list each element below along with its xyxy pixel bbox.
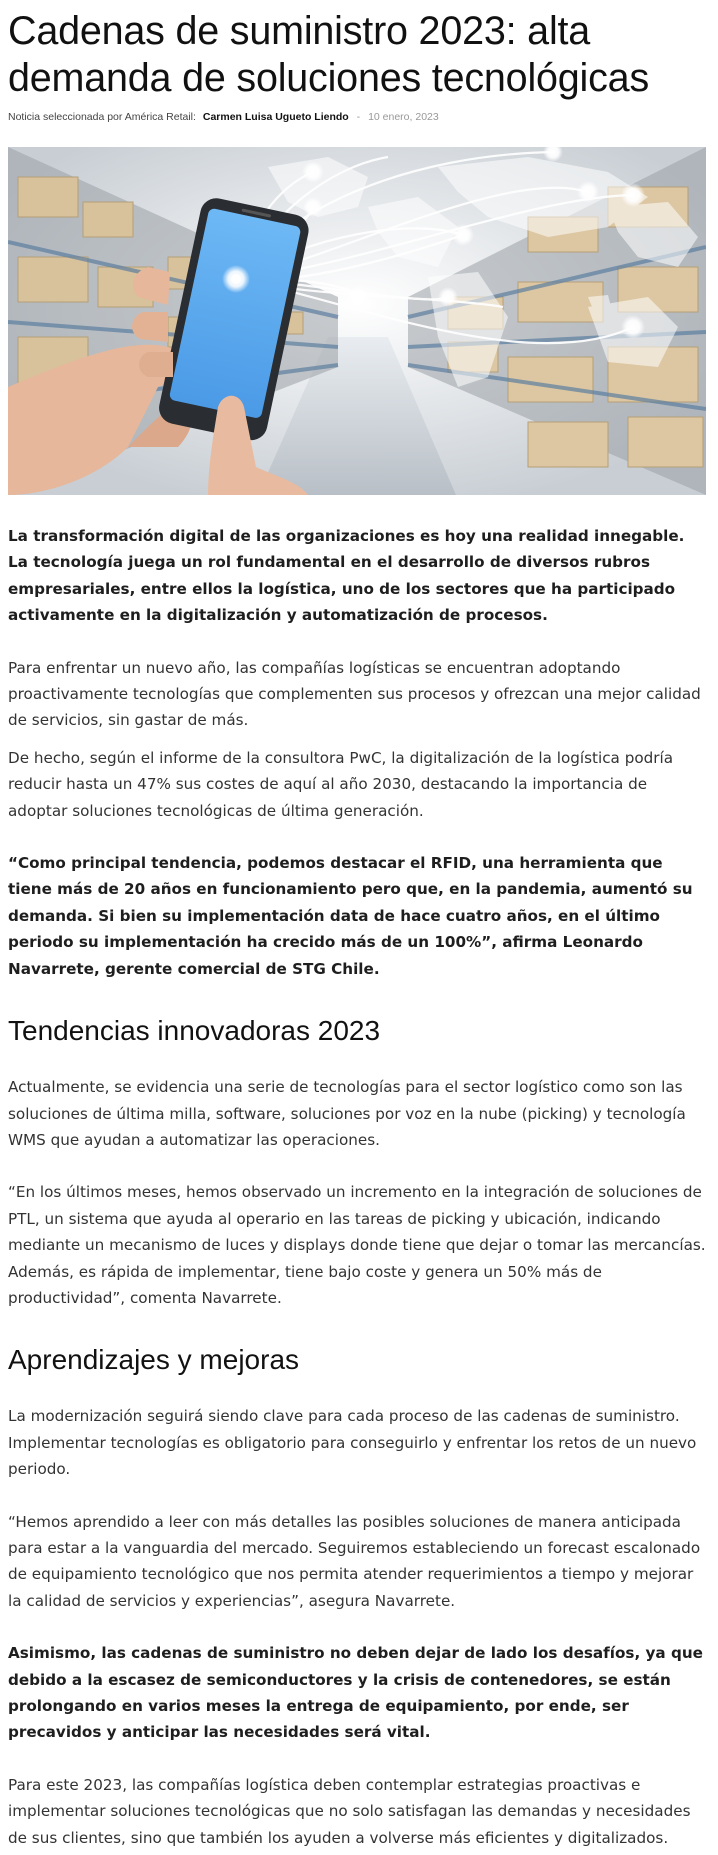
hero-image <box>8 147 706 495</box>
quote-paragraph: “Como principal tendencia, podemos destacar el RFID, una herramienta que tiene más de 20 años en funcionamiento pero que, en la pandemia, aumentó su demanda. Si bien su implementación data de hace cuatro años, en el último periodo su implementación ha crecido más de un 100%”, afirma Leonardo Navarrete, gerente comercial de STG Chile. <box>8 854 693 978</box>
publish-date: 10 enero, 2023 <box>368 111 439 123</box>
quote-paragraph: “Hemos aprendido a leer con más detalles las posibles soluciones de manera anticipada para estar a la vanguardia del mercado. Seguiremos estableciendo un forecast escalonado de equipamiento tecnológico que nos permita atender requerimientos a tiempo y mejorar la calidad de servicios y experiencias”, asegura Navarrete. <box>8 1512 701 1610</box>
body-paragraph: Actualmente, se evidencia una serie de tecnologías para el sector logístico como son las soluciones de última milla, software, soluciones por voz en la nube (picking) y tecnología WMS que ayudan a automatizar las operaciones. <box>8 1078 686 1149</box>
highlight-paragraph: Asimismo, las cadenas de suministro no deben dejar de lado los desafíos, ya que debido a la escasez de semiconductores y la crisis de contenedores, se están prolongando en varios meses la entrega de equipamiento, por ende, ser precavidos y anticipar las necesidades será vital. <box>8 1644 703 1742</box>
section-heading-tendencias: Tendencias innovadoras 2023 <box>8 1015 381 1047</box>
meta-prefix: Noticia seleccionada por América Retail: <box>8 111 196 123</box>
author-link[interactable]: Carmen Luisa Ugueto Liendo <box>202 111 349 123</box>
quote-paragraph: “En los últimos meses, hemos observado un incremento en la integración de soluciones de PTL, un sistema que ayuda al operario en las tareas de picking y ubicación, indicando mediante un mecanismo de luces y displays donde tiene que dejar o tomar las mercancías. Además, es rápida de implementar, tiene bajo coste y genera un 50% más de productividad”, comenta Navarrete. <box>8 1183 706 1307</box>
article <box>0 8 718 1851</box>
body-paragraph: Para este 2023, las compañías logística deben contemplar estrategias proactivas e implementar soluciones tecnológicas que no solo satisfagan las demandas y necesidades de sus clientes, sino que también los ayuden a volverse más eficientes y digitalizados. <box>8 1775 691 1847</box>
section-heading-aprendizajes: Aprendizajes y mejoras <box>8 1344 300 1376</box>
hero-illustration <box>8 147 706 495</box>
article-title: Cadenas de suministro 2023: alta demanda de soluciones tecnológicas <box>8 9 649 100</box>
body-paragraph: La modernización seguirá siendo clave para cada proceso de las cadenas de suministro. Implementar tecnologías es obligatorio para conseguirlo y enfrentar los retos de un nuevo periodo. <box>8 1407 697 1479</box>
lead-paragraph: La transformación digital de las organizaciones es hoy una realidad innegable. La tecnología juega un rol fundamental en el desarrollo de diversos rubros empresariales, entre ellos la logística, uno de los sectores que ha participado activamente en la digitalización y automatización de procesos. <box>8 527 685 625</box>
article-meta <box>8 111 708 127</box>
body-paragraph: Para enfrentar un nuevo año, las compañías logísticas se encuentran adoptando proactivamente tecnologías que complementen sus procesos y ofrezcan una mejor calidad de servicios, sin gastar de más. <box>8 658 701 730</box>
meta-separator: - <box>356 111 361 123</box>
article-body <box>8 523 708 1851</box>
body-paragraph: De hecho, según el informe de la consultora PwC, la digitalización de la logística podría reducir hasta un 47% sus costes de aquí al año 2030, destacando la importancia de adoptar soluciones tecnológicas de última generación. <box>8 748 674 820</box>
